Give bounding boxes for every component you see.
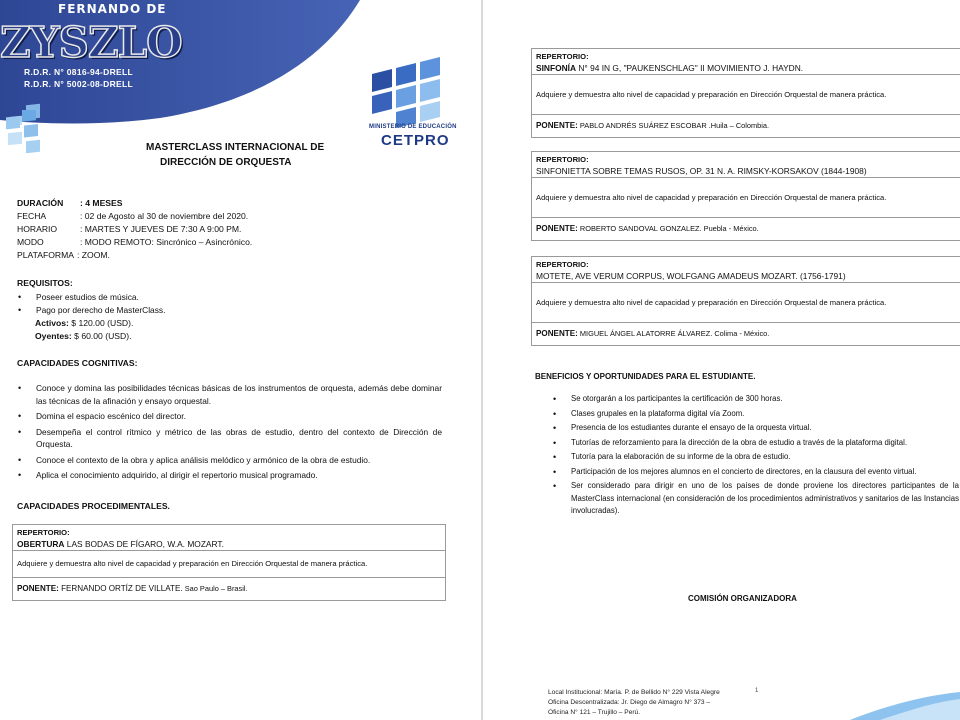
list-item: • Presencia de los estudiantes durante el ensayo de la orquesta virtual. (553, 422, 959, 435)
detail-fecha: FECHA : 02 de Agosto al 30 de noviembre del 2020. (17, 211, 249, 221)
repertorio-label: REPERTORIO: (536, 260, 589, 269)
repertorio-label: REPERTORIO: (17, 528, 70, 537)
repertorio-work: OBERTURA LAS BODAS DE FÍGARO, W.A. MOZART. (17, 539, 224, 549)
rdr-number: R.D.R. N° 0816-94-DRELL (24, 67, 134, 77)
beneficios-list (553, 393, 959, 518)
repertorio-table (12, 524, 446, 601)
repertorio-ponente: PONENTE: MIGUEL ÁNGEL ALATORRE ÁLVAREZ. Colima - México. (536, 329, 770, 338)
repertorio-ponente: PONENTE: PABLO ANDRÉS SUÁREZ ESCOBAR .Huila – Colombia. (536, 121, 770, 130)
repertorio-work-row (13, 525, 445, 551)
repertorio-label: REPERTORIO: (536, 52, 589, 61)
cetpro-name: CETPRO (381, 132, 450, 149)
list-item: • Participación de los mejores alumnos en el concierto de directores, en la clausura del evento virtual. (553, 466, 959, 479)
footer-address (548, 688, 720, 718)
brand-logo: ZYSZLO (0, 18, 182, 67)
founder-name: FERNANDO DE (58, 2, 167, 16)
cetpro-logo-icon (364, 38, 464, 128)
fee-oyentes: Oyentes: $ 60.00 (USD). (35, 331, 132, 341)
repertorio-work: MOTETE, AVE VERUM CORPUS, WOLFGANG AMADEUS MOZART. (1756-1791) (536, 271, 846, 281)
detail-horario: HORARIO : MARTES Y JUEVES DE 7:30 A 9:00 PM. (17, 224, 242, 234)
repertorio-ponente: PONENTE: FERNANDO ORTÍZ DE VILLATE. Sao Paulo – Brasil. (17, 584, 248, 593)
course-title: DIRECCIÓN DE ORQUESTA (160, 157, 292, 168)
course-title: MASTERCLASS INTERNACIONAL DE (146, 142, 325, 153)
page-right (483, 0, 960, 720)
detail-duracion: DURACIÓN : 4 MESES (17, 198, 123, 208)
repertorio-description: Adquiere y demuestra alto nivel de capacidad y preparación en Dirección Orquestal de manera práctica. (532, 283, 960, 323)
capacidades-cognitivas-list (18, 382, 442, 482)
footer-line: Local Institucional: María. P. de Bellido N° 229 Vista Alegre (548, 689, 720, 696)
capacidades-procedimentales-heading: CAPACIDADES PROCEDIMENTALES. (17, 501, 170, 511)
repertorio-description: Adquiere y demuestra alto nivel de capacidad y preparación en Dirección Orquestal de manera práctica. (532, 75, 960, 115)
list-item: • Domina el espacio escénico del director. (18, 410, 442, 423)
list-item: • Conoce el contexto de la obra y aplica análisis melódico y armónico de la obra de estudio. (18, 454, 442, 467)
list-item: • Conoce y domina las posibilidades técnicas básicas de los instrumentos de orquesta, además debe dominar las técnicas de la afinación y ensayo orquestal. (18, 382, 442, 407)
list-item: • Pago por derecho de MasterClass. (18, 304, 458, 317)
repertorio-ponente: PONENTE: ROBERTO SANDOVAL GONZALEZ. Puebla - México. (536, 224, 759, 233)
footer-line: Oficina N° 121 – Trujillo – Perú. (548, 709, 641, 716)
rdr-number: R.D.R. N° 5002-08-DRELL (24, 79, 134, 89)
tile-cluster-icon (0, 110, 60, 170)
footer-swoosh (840, 690, 960, 720)
requisitos-list (18, 291, 458, 316)
beneficios-heading: BENEFICIOS Y OPORTUNIDADES PARA EL ESTUDIANTE. (535, 372, 756, 381)
repertorio-table (531, 48, 960, 138)
list-item: • Desempeña el control rítmico y métrico de las obras de estudio, dentro del contexto de Dirección de Orquesta. (18, 426, 442, 451)
repertorio-table (531, 151, 960, 241)
list-item: • Ser considerado para dirigir en uno de los países de donde proviene los directores participantes de la MasterClass internacional (en consideración de los procedimientos administrativos y sanitarios de las Instancias involucradas). (553, 480, 959, 518)
repertorio-work-row (532, 49, 960, 75)
comision-organizadora: COMISIÓN ORGANIZADORA (688, 594, 797, 603)
list-item: • Tutoría para la elaboración de su informe de la obra de estudio. (553, 451, 959, 464)
requisitos-heading: REQUISITOS: (17, 278, 73, 288)
capacidades-cognitivas-heading: CAPACIDADES COGNITIVAS: (17, 358, 138, 368)
footer-line: Oficina Descentralizada: Jr. Diego de Almagro N° 373 – (548, 699, 711, 706)
list-item: • Clases grupales en la plataforma digital vía Zoom. (553, 408, 959, 421)
ministry-label: MINISTERIO DE EDUCACIÓN (369, 124, 457, 130)
detail-modo: MODO : MODO REMOTO: Sincrónico – Asincrónico. (17, 237, 253, 247)
page-number: 1 (755, 688, 759, 694)
detail-plataforma: PLATAFORMA : ZOOM. (17, 250, 110, 260)
repertorio-label: REPERTORIO: (536, 155, 589, 164)
repertorio-work: SINFONÍA N° 94 IN G, "PAUKENSCHLAG" II MOVIMIENTO J. HAYDN. (536, 63, 804, 73)
repertorio-description: Adquiere y demuestra alto nivel de capacidad y preparación en Dirección Orquestal de manera práctica. (13, 551, 445, 578)
repertorio-table (531, 256, 960, 346)
list-item: • Se otorgarán a los participantes la certificación de 300 horas. (553, 393, 959, 406)
repertorio-work: SINFONIETTA SOBRE TEMAS RUSOS, OP. 31 N. A. RIMSKY-KORSAKOV (1844-1908) (536, 166, 867, 176)
repertorio-work-row (532, 257, 960, 283)
list-item: • Aplica el conocimiento adquirido, al dirigir el repertorio musical programado. (18, 469, 442, 482)
repertorio-description: Adquiere y demuestra alto nivel de capacidad y preparación en Dirección Orquestal de manera práctica. (532, 178, 960, 218)
fee-activos: Activos: $ 120.00 (USD). (35, 318, 134, 328)
list-item: • Tutorías de reforzamiento para la dirección de la obra de estudio a través de la plataforma digital. (553, 437, 959, 450)
repertorio-work-row (532, 152, 960, 178)
list-item: • Poseer estudios de música. (18, 291, 458, 304)
